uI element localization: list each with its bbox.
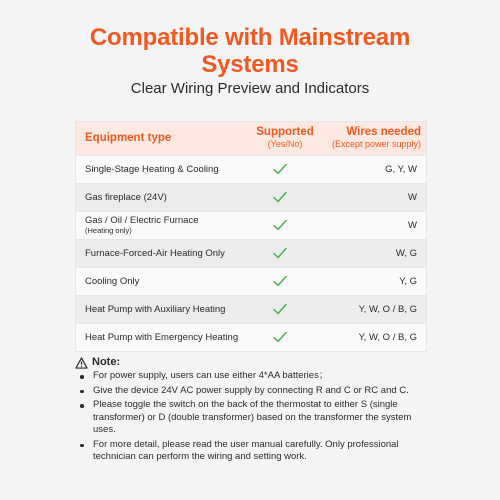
check-icon	[272, 246, 288, 260]
header-supported-sub: (Yes/No)	[267, 139, 303, 149]
table-header	[76, 122, 426, 155]
header-wires-label: Wires needed	[346, 126, 421, 138]
wires-cell: W	[408, 220, 417, 231]
wires-cell: G, Y, W	[385, 164, 417, 175]
check-icon	[272, 218, 288, 232]
equipment-type-cell	[85, 276, 139, 287]
wires-cell: Y, G	[399, 276, 417, 287]
title-line-1: Compatible with Mainstream	[89, 24, 411, 51]
check-icon	[272, 190, 288, 204]
warning-triangle-icon	[75, 357, 88, 369]
equipment-type-label: Gas fireplace (24V)	[85, 192, 167, 203]
header-supported-label: Supported	[256, 126, 314, 138]
note-section	[75, 355, 420, 466]
table-row	[76, 295, 426, 323]
table-row	[76, 267, 426, 295]
header-wires-sub: (Except power supply)	[331, 139, 421, 149]
header-equipment-type: Equipment type	[85, 132, 172, 144]
note-list	[75, 370, 420, 464]
table-body	[76, 155, 426, 351]
equipment-type-note: (Heating only)	[85, 226, 132, 235]
note-heading	[75, 355, 420, 370]
check-icon	[272, 162, 288, 176]
equipment-type-label: Gas / Oil / Electric Furnace	[85, 215, 199, 226]
check-icon	[272, 330, 288, 344]
table-row	[76, 323, 426, 351]
table-row	[76, 155, 426, 183]
note-item: Please toggle the switch on the back of the thermostat to either S (single transformer) or D (double transformer) based on the transformer the system uses.	[75, 399, 420, 437]
equipment-type-cell	[85, 215, 199, 235]
note-item: Give the device 24V AC power supply by connecting R and C or RC and C.	[75, 385, 420, 398]
check-icon	[272, 274, 288, 288]
header-supported	[246, 126, 324, 150]
compatibility-table	[75, 121, 427, 352]
equipment-type-label: Heat Pump with Auxiliary Heating	[85, 304, 226, 315]
wires-cell: Y, W, O / B, G	[358, 304, 417, 315]
wires-cell: W	[408, 192, 417, 203]
wires-cell: Y, W, O / B, G	[358, 332, 417, 343]
equipment-type-cell	[85, 332, 238, 343]
equipment-type-cell	[85, 192, 167, 203]
equipment-type-label: Furnace-Forced-Air Heating Only	[85, 248, 225, 259]
note-item: For more detail, please read the user manual carefully. Only professional technician can perform the wiring and setting work.	[75, 439, 420, 464]
table-row	[76, 239, 426, 267]
equipment-type-cell	[85, 304, 225, 315]
page-title	[0, 24, 500, 78]
wires-cell: W, G	[395, 248, 417, 259]
note-heading-text: Note:	[92, 356, 121, 369]
equipment-type-label: Heat Pump with Emergency Heating	[85, 332, 239, 343]
table-row	[76, 183, 426, 211]
title-line-2: Systems	[201, 51, 299, 78]
note-item: For power supply, users can use either 4*AA batteries；	[75, 370, 420, 383]
equipment-type-label: Cooling Only	[85, 276, 140, 287]
page-subtitle: Clear Wiring Preview and Indicators	[130, 80, 370, 97]
header-wires	[332, 126, 421, 150]
check-icon	[272, 302, 288, 316]
equipment-type-label: Single-Stage Heating & Cooling	[85, 164, 219, 175]
equipment-type-cell	[85, 164, 219, 175]
table-row	[76, 211, 426, 239]
equipment-type-cell	[85, 248, 225, 259]
